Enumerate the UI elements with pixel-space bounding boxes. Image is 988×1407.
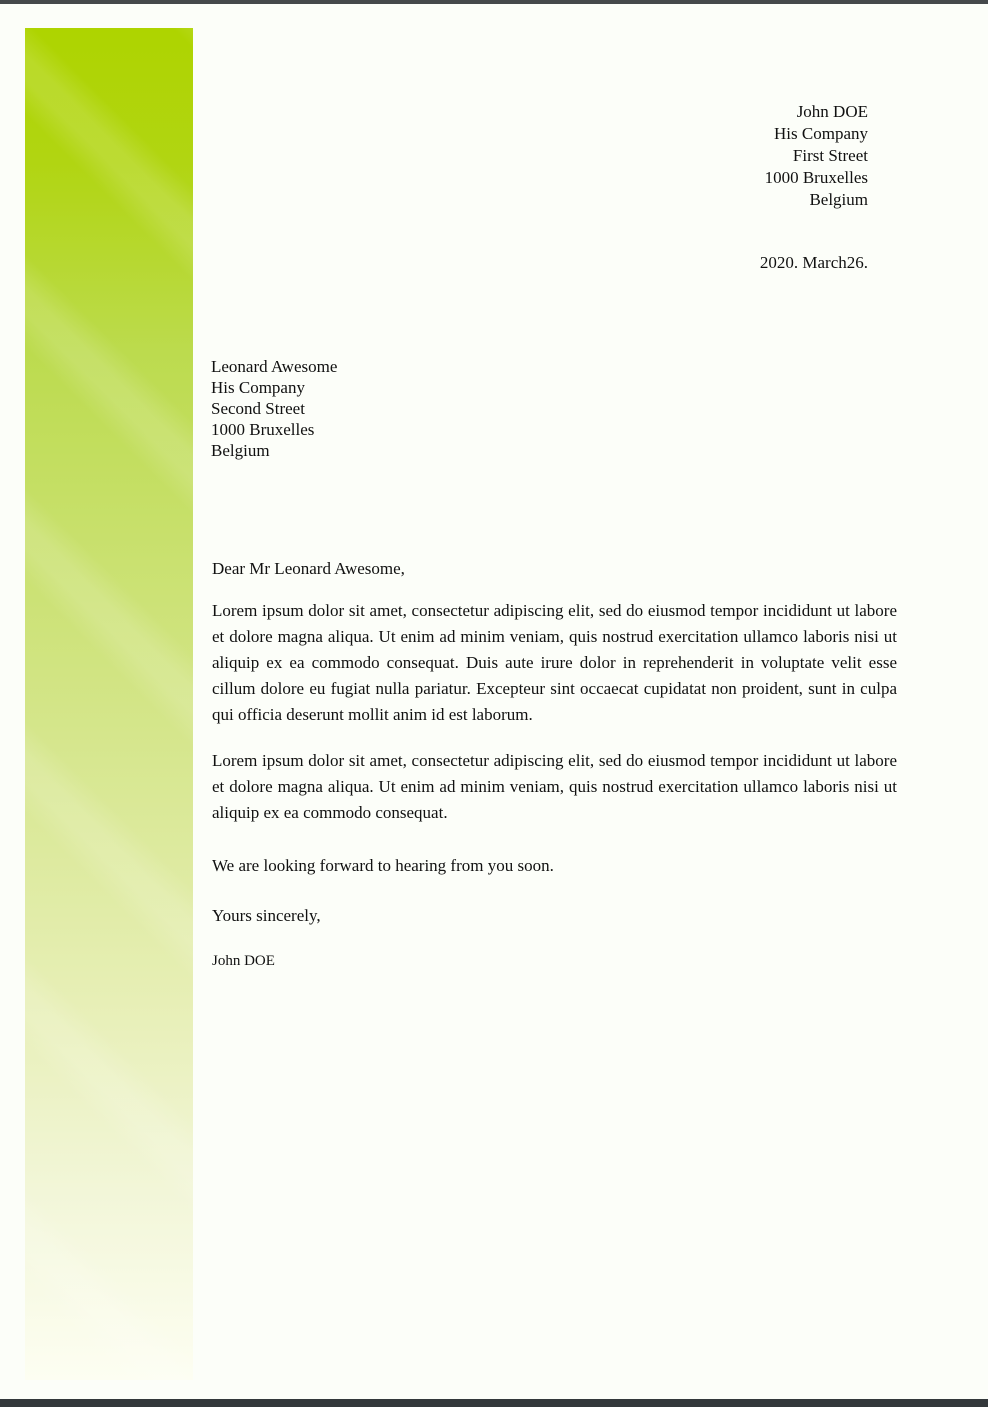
signoff: Yours sincerely, [212, 906, 321, 925]
sender-country: Belgium [809, 190, 868, 209]
recipient-company: His Company [211, 378, 305, 397]
recipient-country: Belgium [211, 441, 270, 460]
sender-name: John DOE [796, 102, 868, 121]
sender-company: His Company [774, 124, 868, 143]
closing-line: We are looking forward to hearing from you soon. [212, 856, 554, 875]
salutation: Dear Mr Leonard Awesome, [212, 559, 405, 578]
body-paragraph-1: Lorem ipsum dolor sit amet, consectetur adipiscing elit, sed do eiusmod tempor incididunt ut labore et dolore magna aliqua. Ut enim ad minim veniam, quis nostrud exercitation ullamco laboris nisi ut aliquip ex ea commodo consequat. Duis aute irure dolor in reprehenderit in voluptate velit esse cillum dolore eu fugiat nulla pariatur. Excepteur sint occaecat cupidatat non proident, sunt in culpa qui officia deserunt mollit anim id est laborum. [212, 601, 897, 724]
sender-address-block [765, 101, 868, 211]
body-paragraph-2: Lorem ipsum dolor sit amet, consectetur adipiscing elit, sed do eiusmod tempor incididunt ut labore et dolore magna aliqua. Ut enim ad minim veniam, quis nostrud exercitation ullamco laboris nisi ut aliquip ex ea commodo consequat. [212, 751, 897, 822]
recipient-city: 1000 Bruxelles [211, 420, 315, 439]
bottom-edge-bar [0, 1399, 988, 1407]
recipient-street: Second Street [211, 399, 305, 418]
recipient-name: Leonard Awesome [211, 357, 338, 376]
sender-street: First Street [792, 146, 868, 165]
green-accent-bar [25, 28, 193, 1380]
top-edge-bar [0, 0, 988, 4]
letter-date: 2020. March26. [759, 253, 868, 272]
sender-city: 1000 Bruxelles [764, 168, 868, 187]
recipient-address-block [211, 356, 337, 461]
signature-name: John DOE [212, 953, 275, 969]
